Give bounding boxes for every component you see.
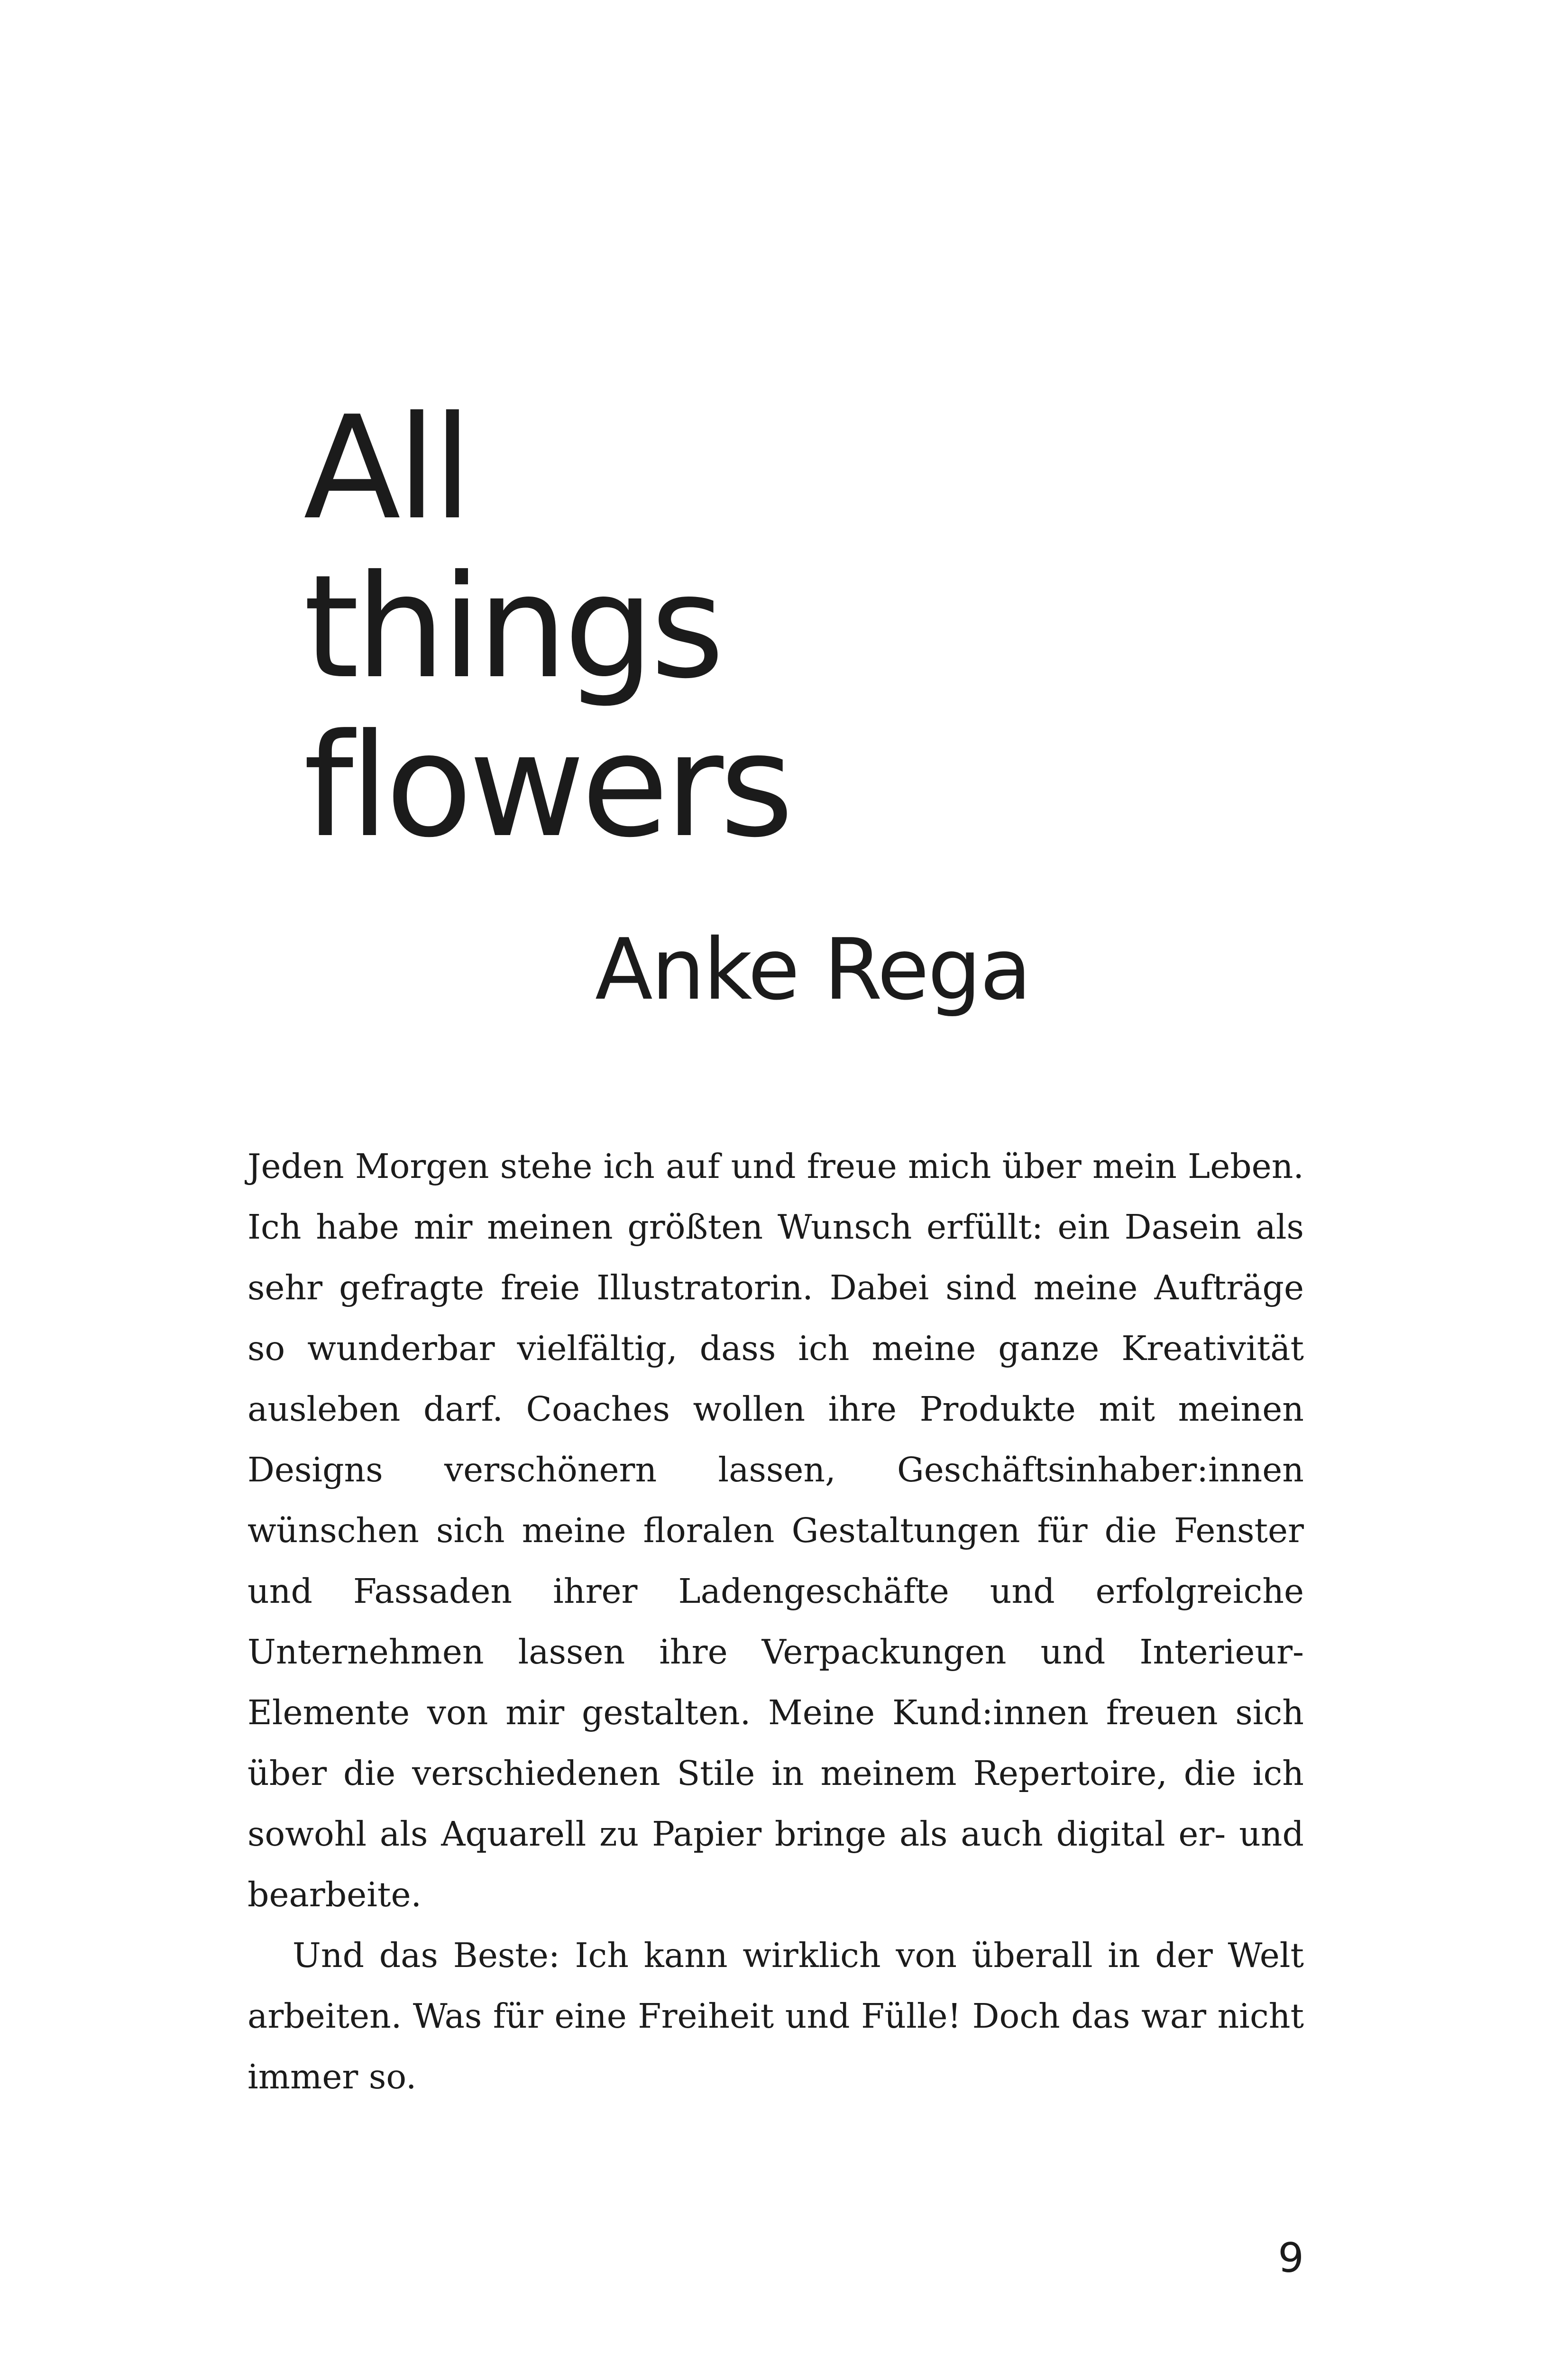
chapter-title-line-1: All xyxy=(303,386,468,551)
body-text xyxy=(248,1136,1304,2107)
chapter-title-line-3: flowers xyxy=(303,703,790,869)
paragraph-2: Und das Beste: Ich kann wirklich von überall in der Welt arbeiten. Was für eine Freiheit und Fülle! Doch das war nicht immer so. xyxy=(248,1936,1304,2096)
paragraph-1: Jeden Morgen stehe ich auf und freue mich über mein Leben. Ich habe mir meinen größten Wunsch erfüllt: ein Dasein als sehr gefragte freie Illustratorin. Dabei sind meine Aufträge so wunderbar vielfältig, dass ich meine ganze Kreativität ausleben darf. Coaches wollen ihre Produkte mit meinen Designs verschönern lassen, Geschäftsinhaber:innen wünschen sich meine floralen Gestaltungen für die Fenster und Fassaden ihrer Ladengeschäfte und erfolgreiche Unternehmen lassen ihre Verpackungen und Interieur-Elemente von mir gestalten. Meine Kund:innen freuen sich über die verschiedenen Stile in meinem Repertoire, die ich sowohl als Aquarell zu Papier bringe als auch digital er- und bearbeite. xyxy=(248,1147,1304,1914)
page-number: 9 xyxy=(1278,2234,1304,2282)
chapter-author: Anke Rega xyxy=(595,920,1030,1019)
chapter-title xyxy=(303,386,790,869)
chapter-title-line-2: things xyxy=(303,544,721,710)
